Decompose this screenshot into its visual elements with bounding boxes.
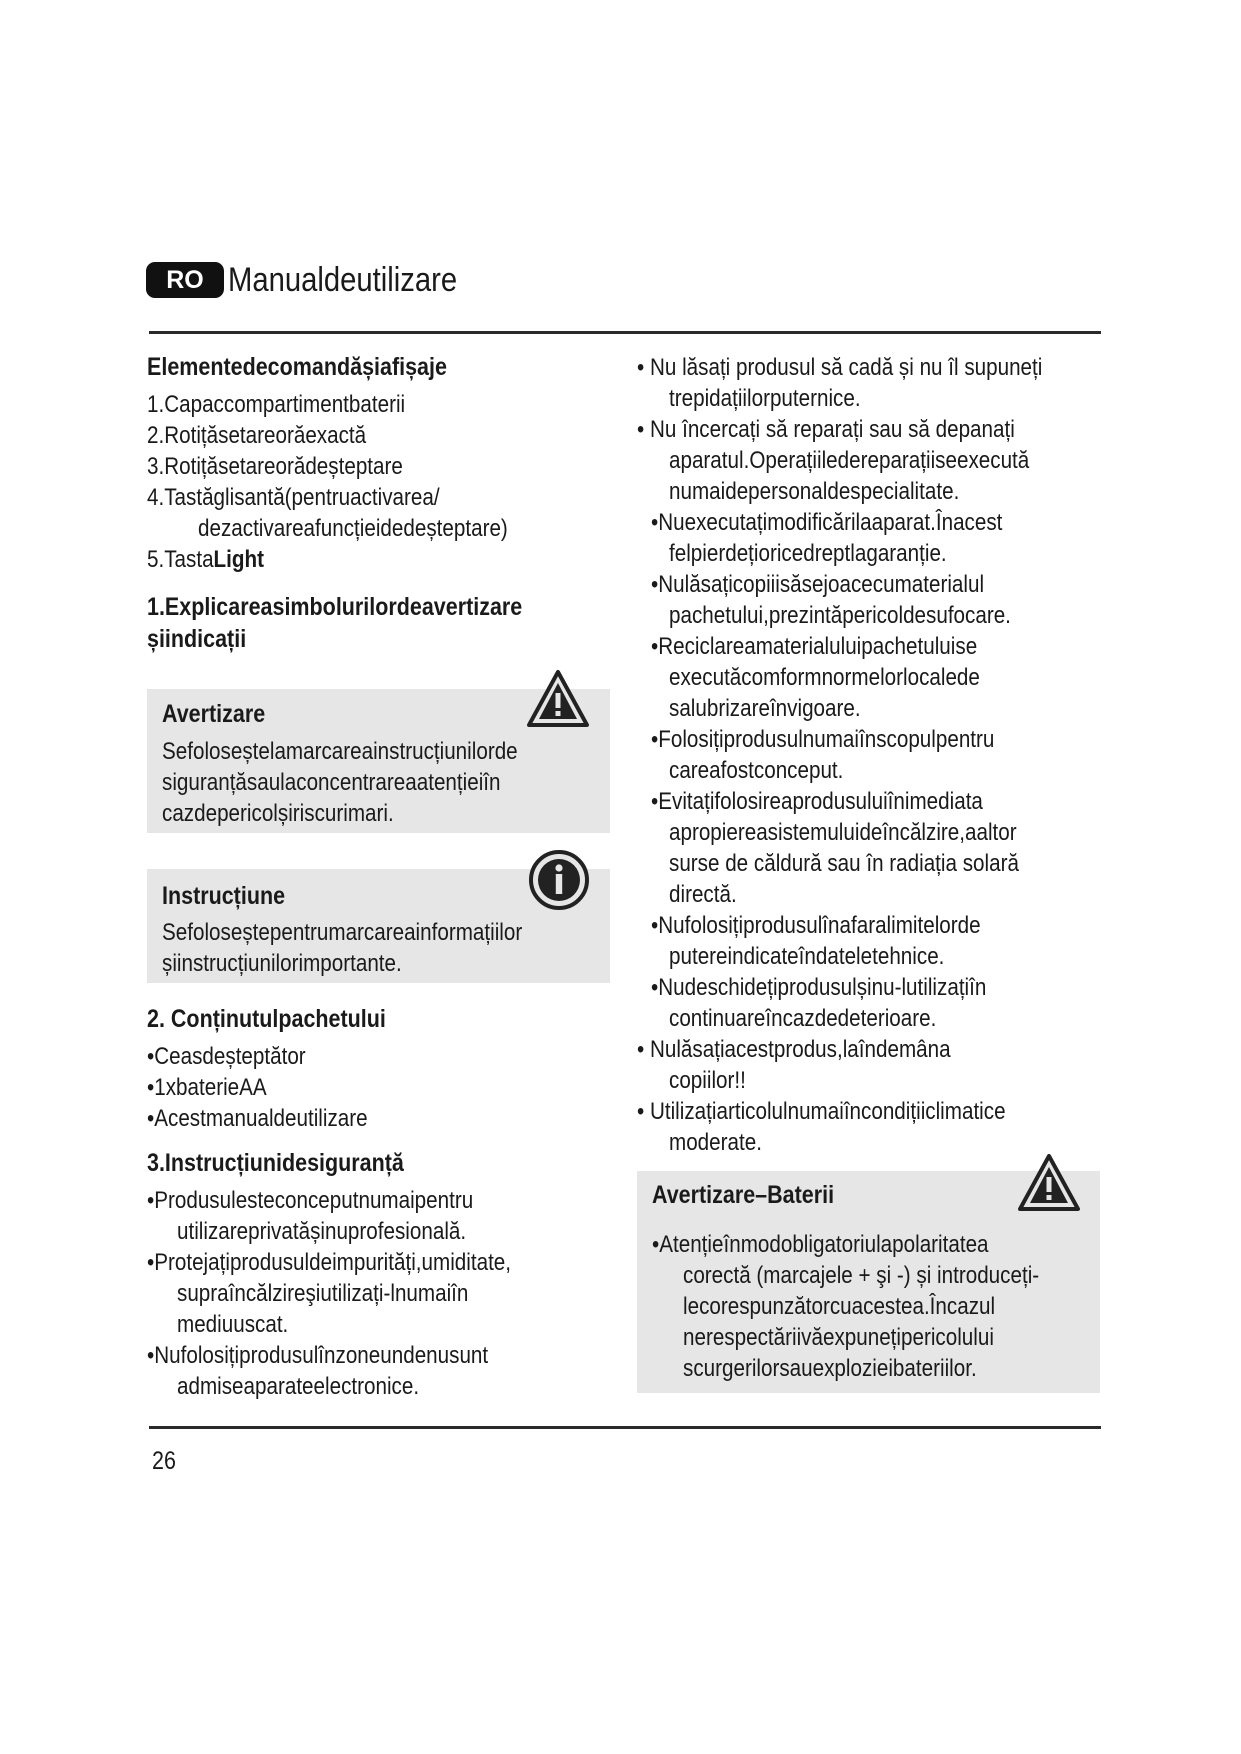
language-badge: RO: [146, 262, 224, 298]
right-bullet-line: • Nu lăsați produsul să cadă și nu îl supuneți: [637, 354, 1043, 381]
right-bullet-line: •Evitațifolosireaprodusuluiînimediata: [651, 788, 983, 815]
right-bullet-line: moderate.: [669, 1129, 762, 1156]
right-bullet-line: •Folosițiprodusulnumaiînscopulpentru: [651, 726, 995, 753]
right-bullet-line: pachetului,prezintăpericoldesufocare.: [669, 602, 1011, 629]
page-number: 26: [152, 1447, 176, 1475]
right-bullet-line: •Nudeschidețiprodusulșinu-lutilizațiîn: [651, 974, 987, 1001]
info-circle-icon: [528, 849, 590, 911]
battery-warning-title: Avertizare–Baterii: [652, 1181, 835, 1209]
safety-heading: 3.Instrucțiunidesiguranță: [147, 1149, 404, 1177]
right-bullet-line: trepidațiilorputernice.: [669, 385, 861, 412]
header-divider: [149, 331, 1101, 334]
safety-line: utilizareprivatășinuprofesională.: [177, 1218, 467, 1245]
battery-warning-text: lecorespunzătorcuacestea.Încazul: [683, 1293, 996, 1320]
right-bullet-line: salubrizareînvigoare.: [669, 695, 861, 722]
warning-text: Sefoloseștelamarcareainstrucțiunilorde: [162, 738, 518, 765]
right-bullet-line: •Nulăsațicopiiisăsejoacecumaterialul: [651, 571, 985, 598]
right-bullet-line: numaidepersonaldespecialitate.: [669, 478, 960, 505]
right-bullet-line: executăcomformnormelorlocalede: [669, 664, 980, 691]
page-title: Manualdeutilizare: [228, 261, 458, 299]
info-title: Instrucțiune: [162, 882, 286, 910]
right-bullet-line: felpierdețiorice​dreptlagaranție.: [669, 540, 947, 567]
battery-warning-text: nerespectăriivăexpunețipericolului: [683, 1324, 994, 1351]
right-bullet-line: •Nuexecutațimodificărilaaparat.Înacest: [651, 509, 1003, 536]
symbols-heading: șiindicații: [147, 625, 247, 653]
package-heading: 2. Conținutulpachetului: [147, 1005, 386, 1033]
battery-warning-text: •Atențieînmodobligatoriulapolaritatea: [652, 1231, 989, 1258]
info-text: Sefoloseștepentrumarcareainformațiilor: [162, 919, 523, 946]
right-bullet-line: directă.: [669, 881, 737, 908]
controls-item: 3.Rotițăsetareorădeșteptare: [147, 453, 403, 480]
right-bullet-line: •Reciclareamaterialuluipachetuluise: [651, 633, 978, 660]
footer-divider: [149, 1426, 1101, 1429]
controls-heading: Elementedecomandășiafișaje: [147, 353, 447, 381]
right-bullet-line: •Nufolosițiprodusulînafaralimitelorde: [651, 912, 981, 939]
warning-title: Avertizare: [162, 700, 266, 728]
safety-line: •Nufolosițiprodusulînzoneundenusunt: [147, 1342, 489, 1369]
right-bullet-line: • Nulăsațiacestprodus,laîndemâna: [637, 1036, 951, 1063]
right-bullet-line: apropiereasistemuluideîncălzire,aaltor: [669, 819, 1017, 846]
safety-line: •Produsulesteconceputnumaipentru: [147, 1187, 474, 1214]
safety-line: mediuuscat.: [177, 1311, 289, 1338]
controls-item: 1.Capaccompartimentbaterii: [147, 391, 406, 418]
right-bullet-line: • Nu încercați să reparați sau să depanați: [637, 416, 1015, 443]
symbols-heading: 1.Explicareasimbolurilordeavertizare: [147, 593, 523, 621]
right-bullet-line: copiilor!!: [669, 1067, 746, 1094]
controls-item: 4.Tastăglisantă(pentruactivarea/: [147, 484, 440, 511]
light-key-label: Light: [213, 546, 264, 573]
warning-triangle-icon: [526, 668, 590, 730]
safety-line: •Protejațiprodusuldeimpurități,umiditate,: [147, 1249, 512, 1276]
warning-triangle-icon: [1017, 1152, 1081, 1214]
warning-text: cazdepericolșiriscurimari.: [162, 800, 394, 827]
package-item: •1xbaterieAA: [147, 1074, 267, 1101]
info-text: șiinstrucțiunilorimportante.: [162, 950, 402, 977]
warning-text: siguranțăsaulaconcentrareaatențieiîn: [162, 769, 501, 796]
right-bullet-line: surse de căldură sau în radiația solară: [669, 850, 1019, 877]
safety-line: admiseaparateelectronice.: [177, 1373, 420, 1400]
controls-item-continued: dezactivareafuncțieidedeșteptare): [198, 515, 508, 542]
right-bullet-line: putereindicateîndateletehnice.: [669, 943, 945, 970]
right-bullet-line: aparatul.Operațiiledereparațiiseexecută: [669, 447, 1030, 474]
package-item: •Ceasdeșteptător: [147, 1043, 306, 1070]
controls-item-light: [147, 544, 264, 575]
right-bullet-line: • Utilizațiarticolulnumaiîncondițiiclimatice: [637, 1098, 1006, 1125]
right-bullet-line: careafostconceput.: [669, 757, 844, 784]
safety-line: supraîncălzireşiutilizați-lnumaiîn: [177, 1280, 469, 1307]
controls-item: 2.Rotițăsetareorăexactă: [147, 422, 367, 449]
controls-item-prefix: 5.Tasta: [147, 546, 214, 573]
battery-warning-text: corectă (marcajele + şi -) și introduceți-: [683, 1262, 1040, 1289]
right-bullet-line: continuareîncazdedeterioare.: [669, 1005, 937, 1032]
battery-warning-text: scurgerilorsauexplozieibateriilor.: [683, 1355, 977, 1382]
package-item: •Acestmanualdeutilizare: [147, 1105, 368, 1132]
